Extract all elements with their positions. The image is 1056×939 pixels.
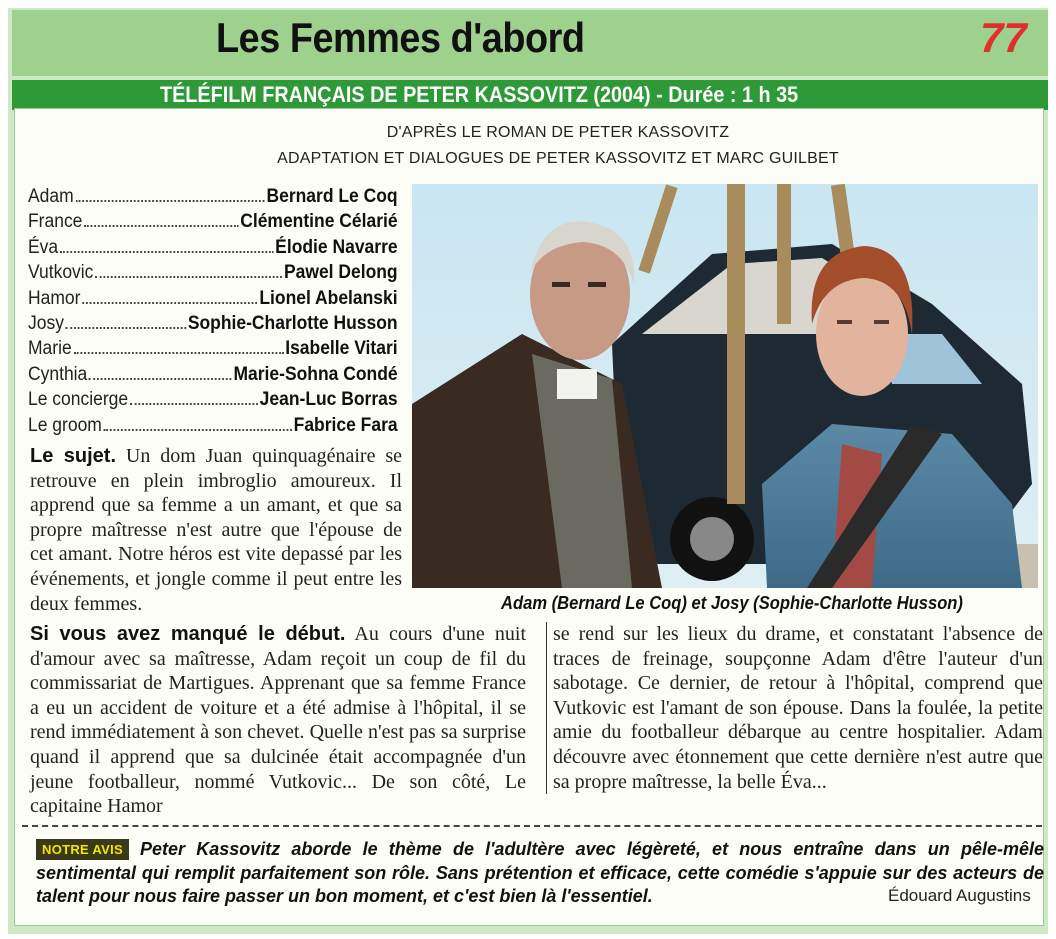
recap-column-left xyxy=(30,622,526,819)
cast-actor: Clémentine Célarié xyxy=(240,211,398,233)
film-still-photo xyxy=(412,184,1038,588)
cast-role: Éva xyxy=(28,236,59,258)
cast-list xyxy=(28,186,400,440)
cast-role: Vutkovic xyxy=(28,262,94,284)
credit-line-adaptation: ADAPTATION ET DIALOGUES DE PETER KASSOVITZ ET MARC GUILBET xyxy=(277,150,839,167)
cast-row xyxy=(28,389,398,414)
cast-row xyxy=(28,313,398,338)
leader-dots xyxy=(84,225,238,227)
recap-label: Si vous avez manqué le début. xyxy=(30,623,346,645)
leader-dots xyxy=(76,200,265,202)
film-still-illustration xyxy=(412,184,1038,588)
review-text: Peter Kassovitz aborde le thème de l'adultère avec légèreté, et nous entraîne dans un pêle-mêle sentimental qui remplit parfaitement son rôle. Sans prétention et efficace, cette comédie s'appuie sur des acteurs de talent pour nous faire passer un bon moment, et c'est bien là l'essentiel. xyxy=(36,839,1044,907)
leader-dots xyxy=(82,302,257,304)
cast-actor: Sophie-Charlotte Husson xyxy=(187,312,398,334)
cast-role: Cynthia xyxy=(28,363,88,385)
review-badge: NOTRE AVIS xyxy=(36,839,129,860)
cast-actor: Fabrice Fara xyxy=(293,414,398,436)
cast-role: Le concierge xyxy=(28,389,129,411)
cast-actor: Marie-Sohna Condé xyxy=(233,363,398,385)
leader-dots xyxy=(104,429,292,431)
cast-role: Hamor xyxy=(28,287,81,309)
cast-role: Le groom xyxy=(28,414,102,436)
cast-row xyxy=(28,415,398,440)
synopsis-text: Un dom Juan quinquagénaire se retrouve en plein imbroglio amoureux. Il apprend que sa femme a un amant, et que sa propre maîtresse n'est autre que l'épouse de cet amant. Notre héros est vite depassé par les événements, et jongle comme il peut entre les deux femmes. xyxy=(30,445,402,615)
cast-actor: Jean-Luc Borras xyxy=(259,389,398,411)
leader-dots xyxy=(60,251,273,253)
review-author: Édouard Augustins xyxy=(888,886,1031,905)
recap-text-right: se rend sur les lieux du drame, et constatant l'absence de traces de freinage, soupçonne Adam d'être l'auteur d'un sabotage. Ce dernier, de retour à l'hôpital, comprend que Vutkovic est l'amant de son épouse. Dans la foulée, la petite amie du footballeur débarque au centre hospitalier. Adam découvre avec étonnement que cette dernière n'est autre que sa propre maîtresse, la belle Éva... xyxy=(553,623,1043,793)
recap-text-left: Au cours d'une nuit d'amour avec sa maîtresse, Adam reçoit un coup de fil du commissariat de Martigues. Apprenant que sa femme France a eu un accident de voiture et a été admise à l'hôpital, il se rend immédiatement à son chevet. Quelle n'est pas sa surprise quand il apprend que sa dulcinée était accompagnée d'un jeune footballeur, nommé Vutkovic... De son côté, Le capitaine Hamor xyxy=(30,623,526,818)
cast-row xyxy=(28,186,398,211)
cast-role: Adam xyxy=(28,186,74,207)
cast-role: France xyxy=(28,211,83,233)
leader-dots xyxy=(130,403,258,405)
credit-line-novel: D'APRÈS LE ROMAN DE PETER KASSOVITZ xyxy=(386,124,730,141)
cast-row xyxy=(28,338,398,363)
cast-row xyxy=(28,288,398,313)
synopsis-label: Le sujet. xyxy=(30,445,117,467)
photo-caption: Adam (Bernard Le Coq) et Josy (Sophie-Charlotte Husson) xyxy=(501,593,963,613)
leader-dots xyxy=(66,327,186,329)
cast-row xyxy=(28,364,398,389)
leader-dots xyxy=(95,276,282,278)
cast-actor: Élodie Navarre xyxy=(275,236,398,258)
cast-role: Josy xyxy=(28,312,64,334)
film-title: Les Femmes d'abord xyxy=(216,14,585,61)
cast-row xyxy=(28,262,398,287)
cast-actor: Bernard Le Coq xyxy=(266,186,398,207)
synopsis-paragraph xyxy=(30,444,402,616)
film-subtitle: TÉLÉFILM FRANÇAIS DE PETER KASSOVITZ (2004) - Durée : 1 h 35 xyxy=(160,82,799,107)
leader-dots xyxy=(74,352,284,354)
cast-row xyxy=(28,211,398,236)
recap-column-right xyxy=(546,622,1043,794)
cast-actor: Lionel Abelanski xyxy=(259,287,398,309)
cast-role: Marie xyxy=(28,338,72,360)
cast-actor: Isabelle Vitari xyxy=(285,338,398,360)
rating-mark: 77 xyxy=(980,14,1027,61)
cast-row xyxy=(28,237,398,262)
leader-dots xyxy=(89,378,232,380)
cast-actor: Pawel Delong xyxy=(283,262,398,284)
review-separator xyxy=(22,825,1042,827)
